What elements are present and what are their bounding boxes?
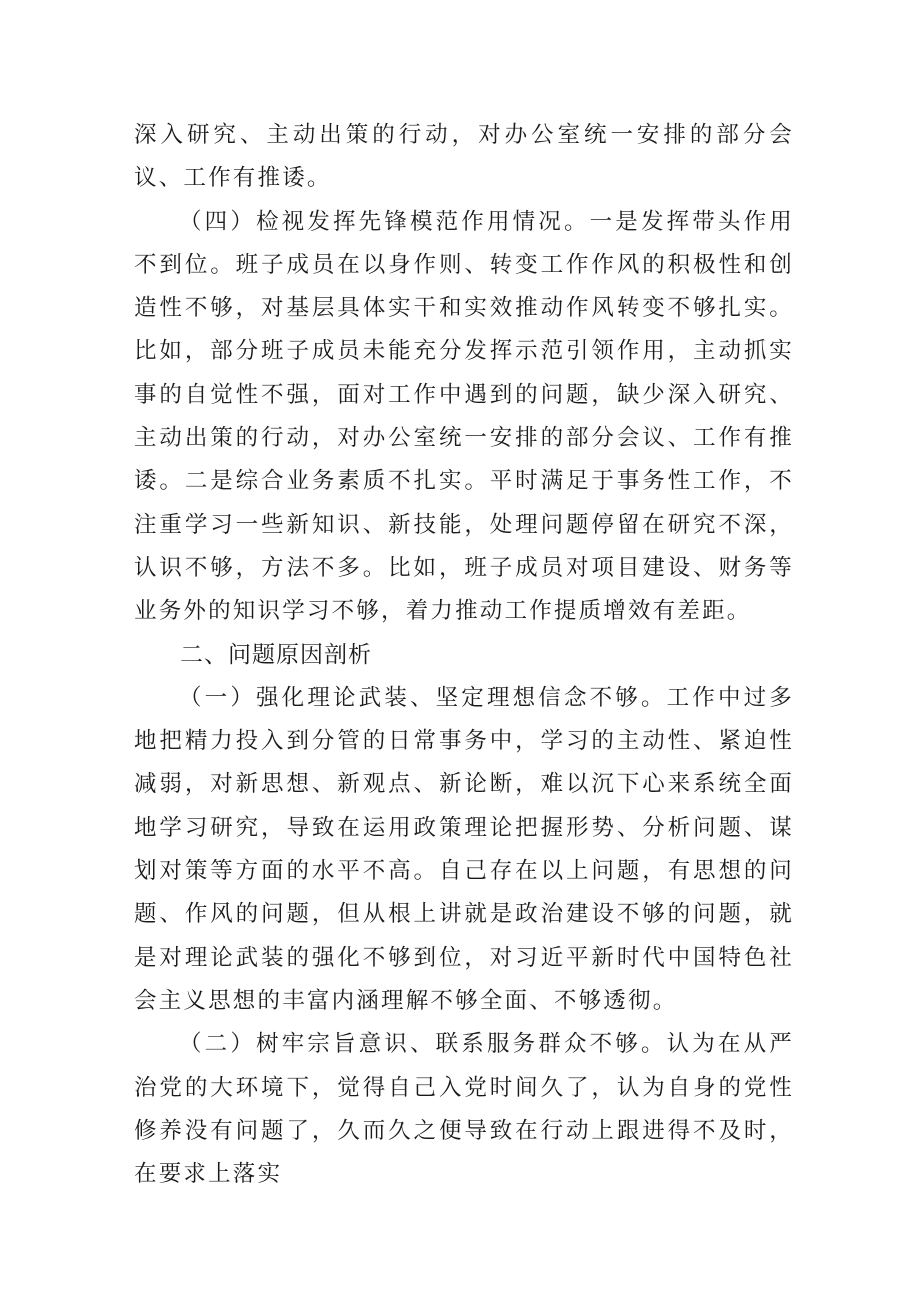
paragraph-continuation: 深入研究、主动出策的行动，对办公室统一安排的部分会议、工作有推诿。 <box>134 122 794 192</box>
paragraph-two-purpose-awareness: （二）树牢宗旨意识、联系服务群众不够。认为在从严治党的大环境下，觉得自己入党时间久了，认为自身的党性修养没有问题了，久而久之便导致在行动上跟进得不及时，在要求上落实 <box>134 1031 794 1188</box>
paragraph-one-theory-armament: （一）强化理论武装、坚定理想信念不够。工作中过多地把精力投入到分管的日常事务中，学习的主动性、紧迫性减弱，对新思想、新观点、新论断，难以沉下心来系统全面地学习研究，导致在运用政策理论把握形势、分析问题、谋划对策等方面的水平不高。自己存在以上问题，有思想的问题、作风的问题，但从根上讲就是政治建设不够的问题，就是对理论武装的强化不够到位，对习近平新时代中国特色社会主义思想的丰富内涵理解不够全面、不够透彻。 <box>134 684 794 1014</box>
paragraph-four-vanguard-role: （四）检视发挥先锋模范作用情况。一是发挥带头作用不到位。班子成员在以身作则、转变工作作风的积极性和创造性不够，对基层具体实干和实效推动作风转变不够扎实。比如，部分班子成员未能充分发挥示范引领作用，主动抓实事的自觉性不强，面对工作中遇到的问题，缺少深入研究、主动出策的行动，对办公室统一安排的部分会议、工作有推诿。二是综合业务素质不扎实。平时满足于事务性工作，不注重学习一些新知识、新技能，处理问题停留在研究不深，认识不够，方法不多。比如，班子成员对项目建设、财务等业务外的知识学习不够，着力推动工作提质增效有差距。 <box>134 208 794 625</box>
document-page <box>134 114 794 1196</box>
section-heading-cause-analysis: 二、问题原因剖析 <box>180 641 372 668</box>
